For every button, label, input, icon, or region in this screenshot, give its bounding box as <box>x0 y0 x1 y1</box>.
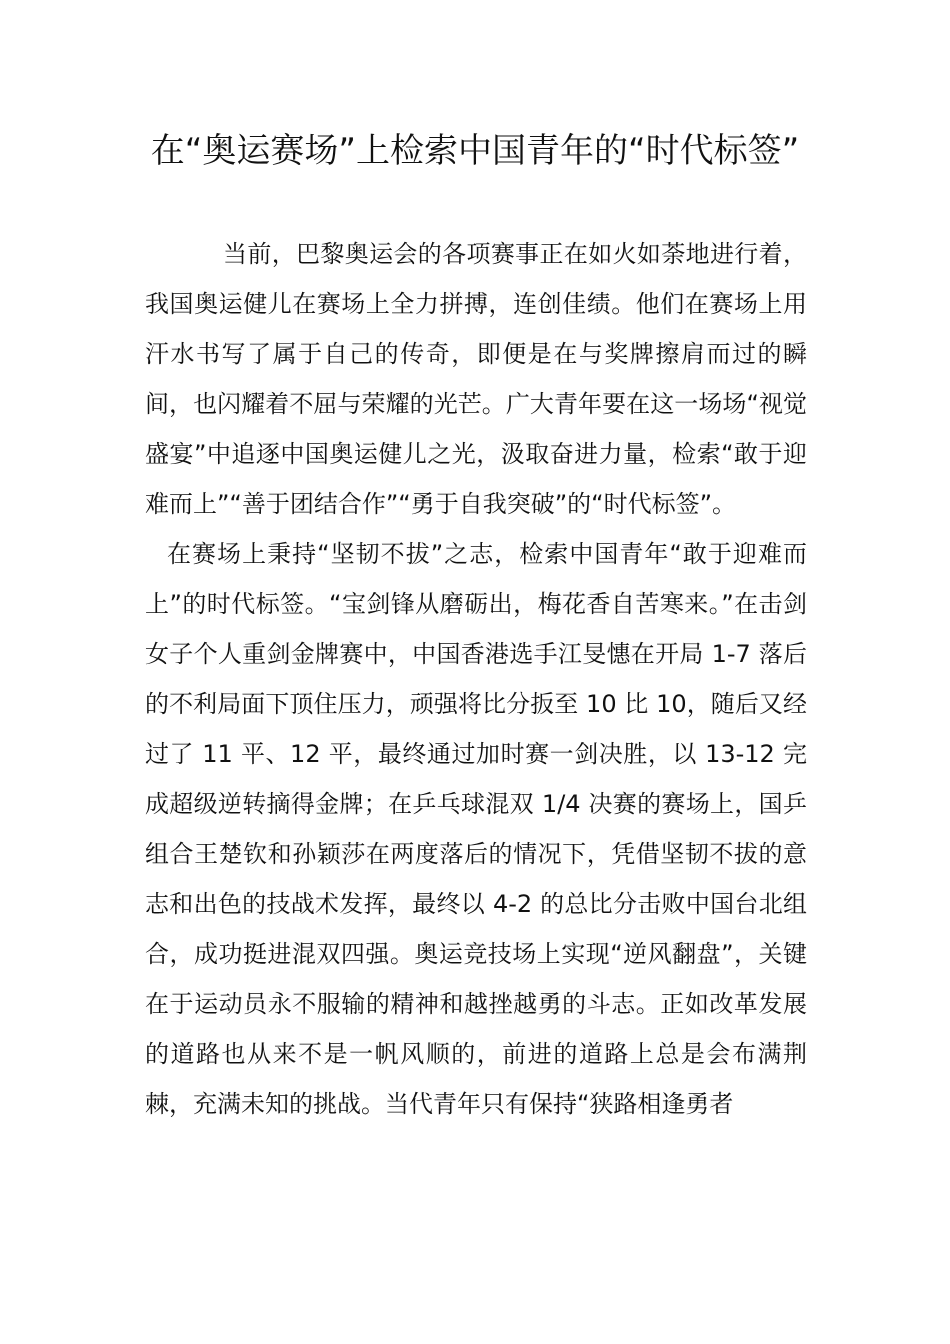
paragraph-intro: 当前，巴黎奥运会的各项赛事正在如火如荼地进行着，我国奥运健儿在赛场上全力拼搏，连创佳绩。他们在赛场上用汗水书写了属于自己的传奇，即便是在与奖牌擦肩而过的瞬间，也闪耀着不屈与荣耀的光芒。广大青年要在这一场场“视觉盛宴”中追逐中国奥运健儿之光，汲取奋进力量，检索“敢于迎难而上”“善于团结合作”“勇于自我突破”的“时代标签”。 <box>145 240 807 518</box>
paragraph-resilience: 在赛场上秉持“坚韧不拔”之志，检索中国青年“敢于迎难而上”的时代标签。“宝剑锋从磨砺出，梅花香自苦寒来。”在击剑女子个人重剑金牌赛中，中国香港选手江旻憓在开局 1-7 落后的不利局面下顶住压力，顽强将比分扳至 10 比 10，随后又经过了 11 平、12 平，最终通过加时赛一剑决胜，以 13-12 完成超级逆转摘得金牌；在乒乓球混双 1/4 决赛的赛场上，国乒组合王楚钦和孙颖莎在两度落后的情况下，凭借坚韧不拔的意志和出色的技战术发挥，最终以 4-2 的总比分击败中国台北组合，成功挺进混双四强。奥运竞技场上实现“逆风翻盘”，关键在于运动员永不服输的精神和越挫越勇的斗志。正如改革发展的道路也从来不是一帆风顺的，前进的道路上总是会布满荆棘，充满未知的挑战。当代青年只有保持“狭路相逢勇者 <box>145 540 807 1118</box>
document-title: 在“奥运赛场”上检索中国青年的“时代标签” <box>150 131 800 171</box>
document-body <box>145 229 807 1129</box>
